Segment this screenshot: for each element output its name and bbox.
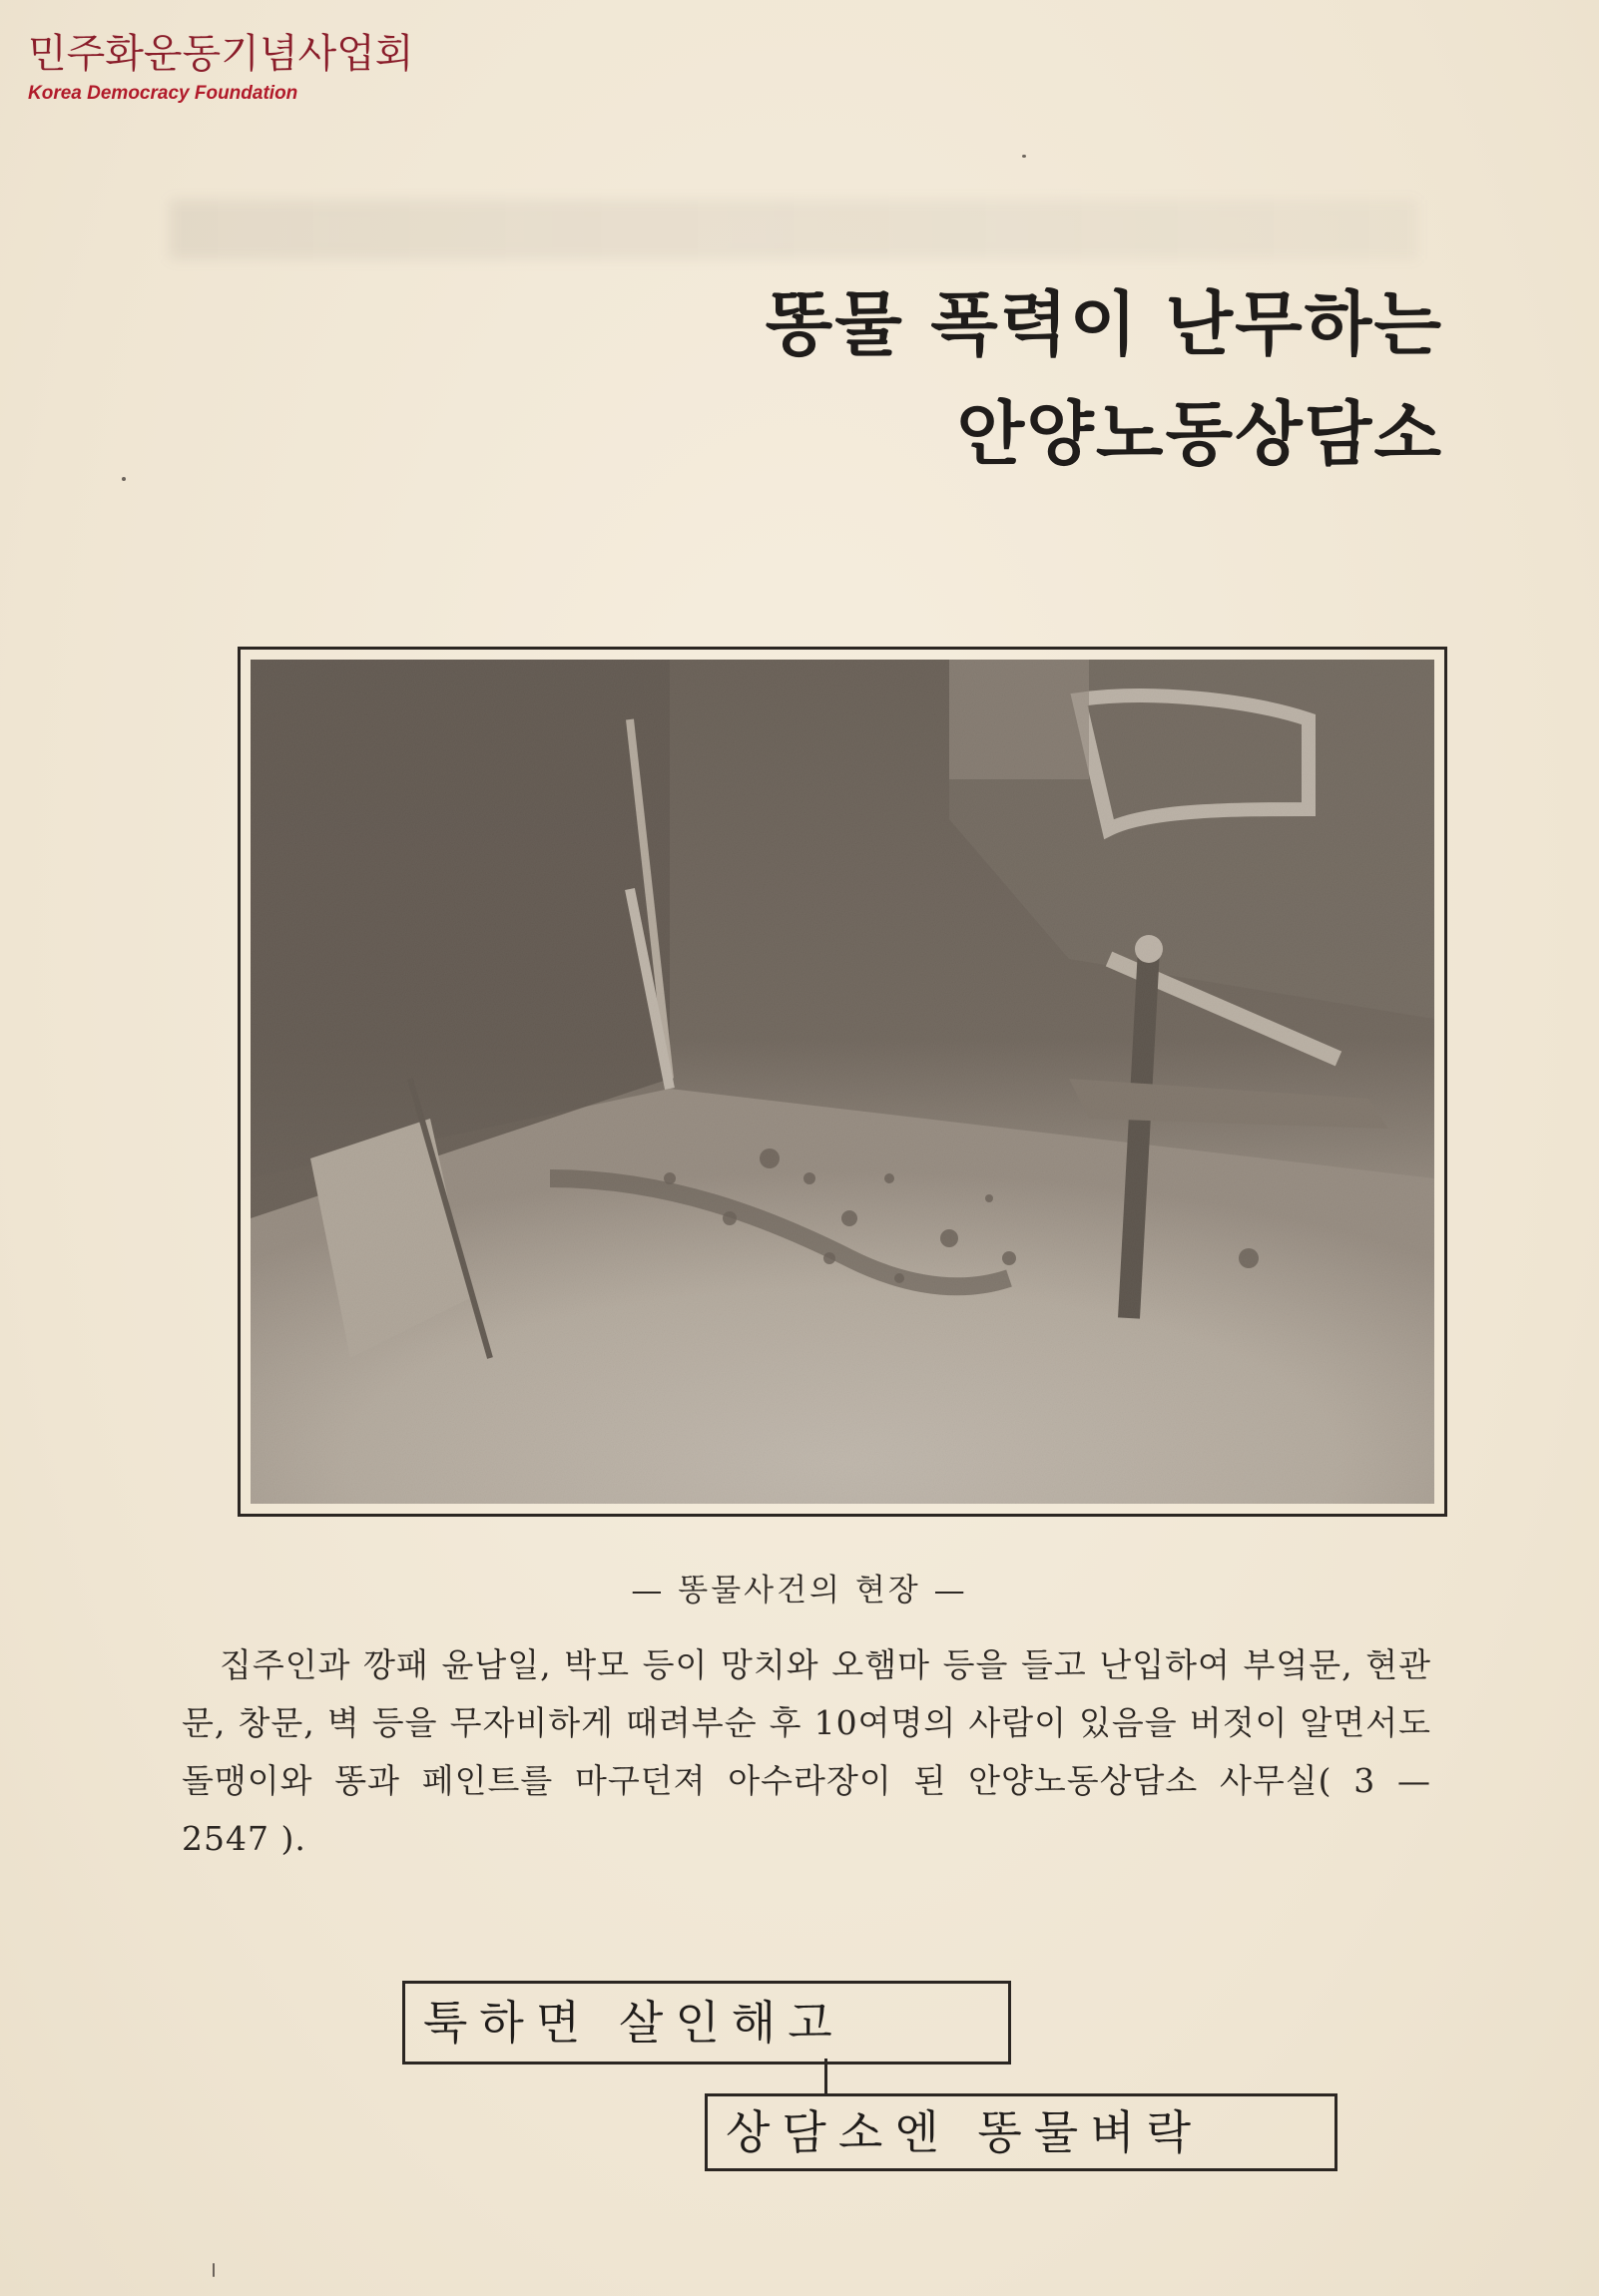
bleed-through-shadow [170, 200, 1417, 259]
paper-speck [213, 2263, 215, 2277]
paper-speck [1022, 155, 1026, 158]
photo-of-vandalized-office-icon [251, 660, 1434, 1504]
photo-frame [238, 647, 1447, 1517]
slogan-box-1: 툭하면 살인해고 [402, 1981, 1011, 2065]
foundation-watermark [28, 30, 413, 106]
watermark-korean: 민주화운동기념사업회 [28, 31, 414, 77]
slogan-connector-line [824, 2059, 827, 2093]
title-line-2: 안양노동상담소 [956, 393, 1443, 475]
watermark-english: Korea Democracy Foundation [28, 83, 298, 104]
paper-speck [122, 477, 126, 481]
title-line-1: 똥물 폭력이 난무하는 [765, 283, 1443, 365]
slogan-box-2: 상담소엔 똥물벼락 [705, 2093, 1337, 2171]
page-title [766, 269, 1443, 489]
body-paragraph: 집주인과 깡패 윤남일, 박모 등이 망치와 오햄마 등을 들고 난입하여 부엌문, 현관문, 창문, 벽 등을 무자비하게 때려부순 후 10여명의 사람이 있음을 버젓이 알면서도 돌맹이와 똥과 페인트를 마구던져 아수라장이 된 안양노동상담소 사무실( 3 — 2547 ). [182, 1645, 1431, 1858]
photo-caption: — 똥물사건의 현장 — [631, 1573, 968, 1608]
